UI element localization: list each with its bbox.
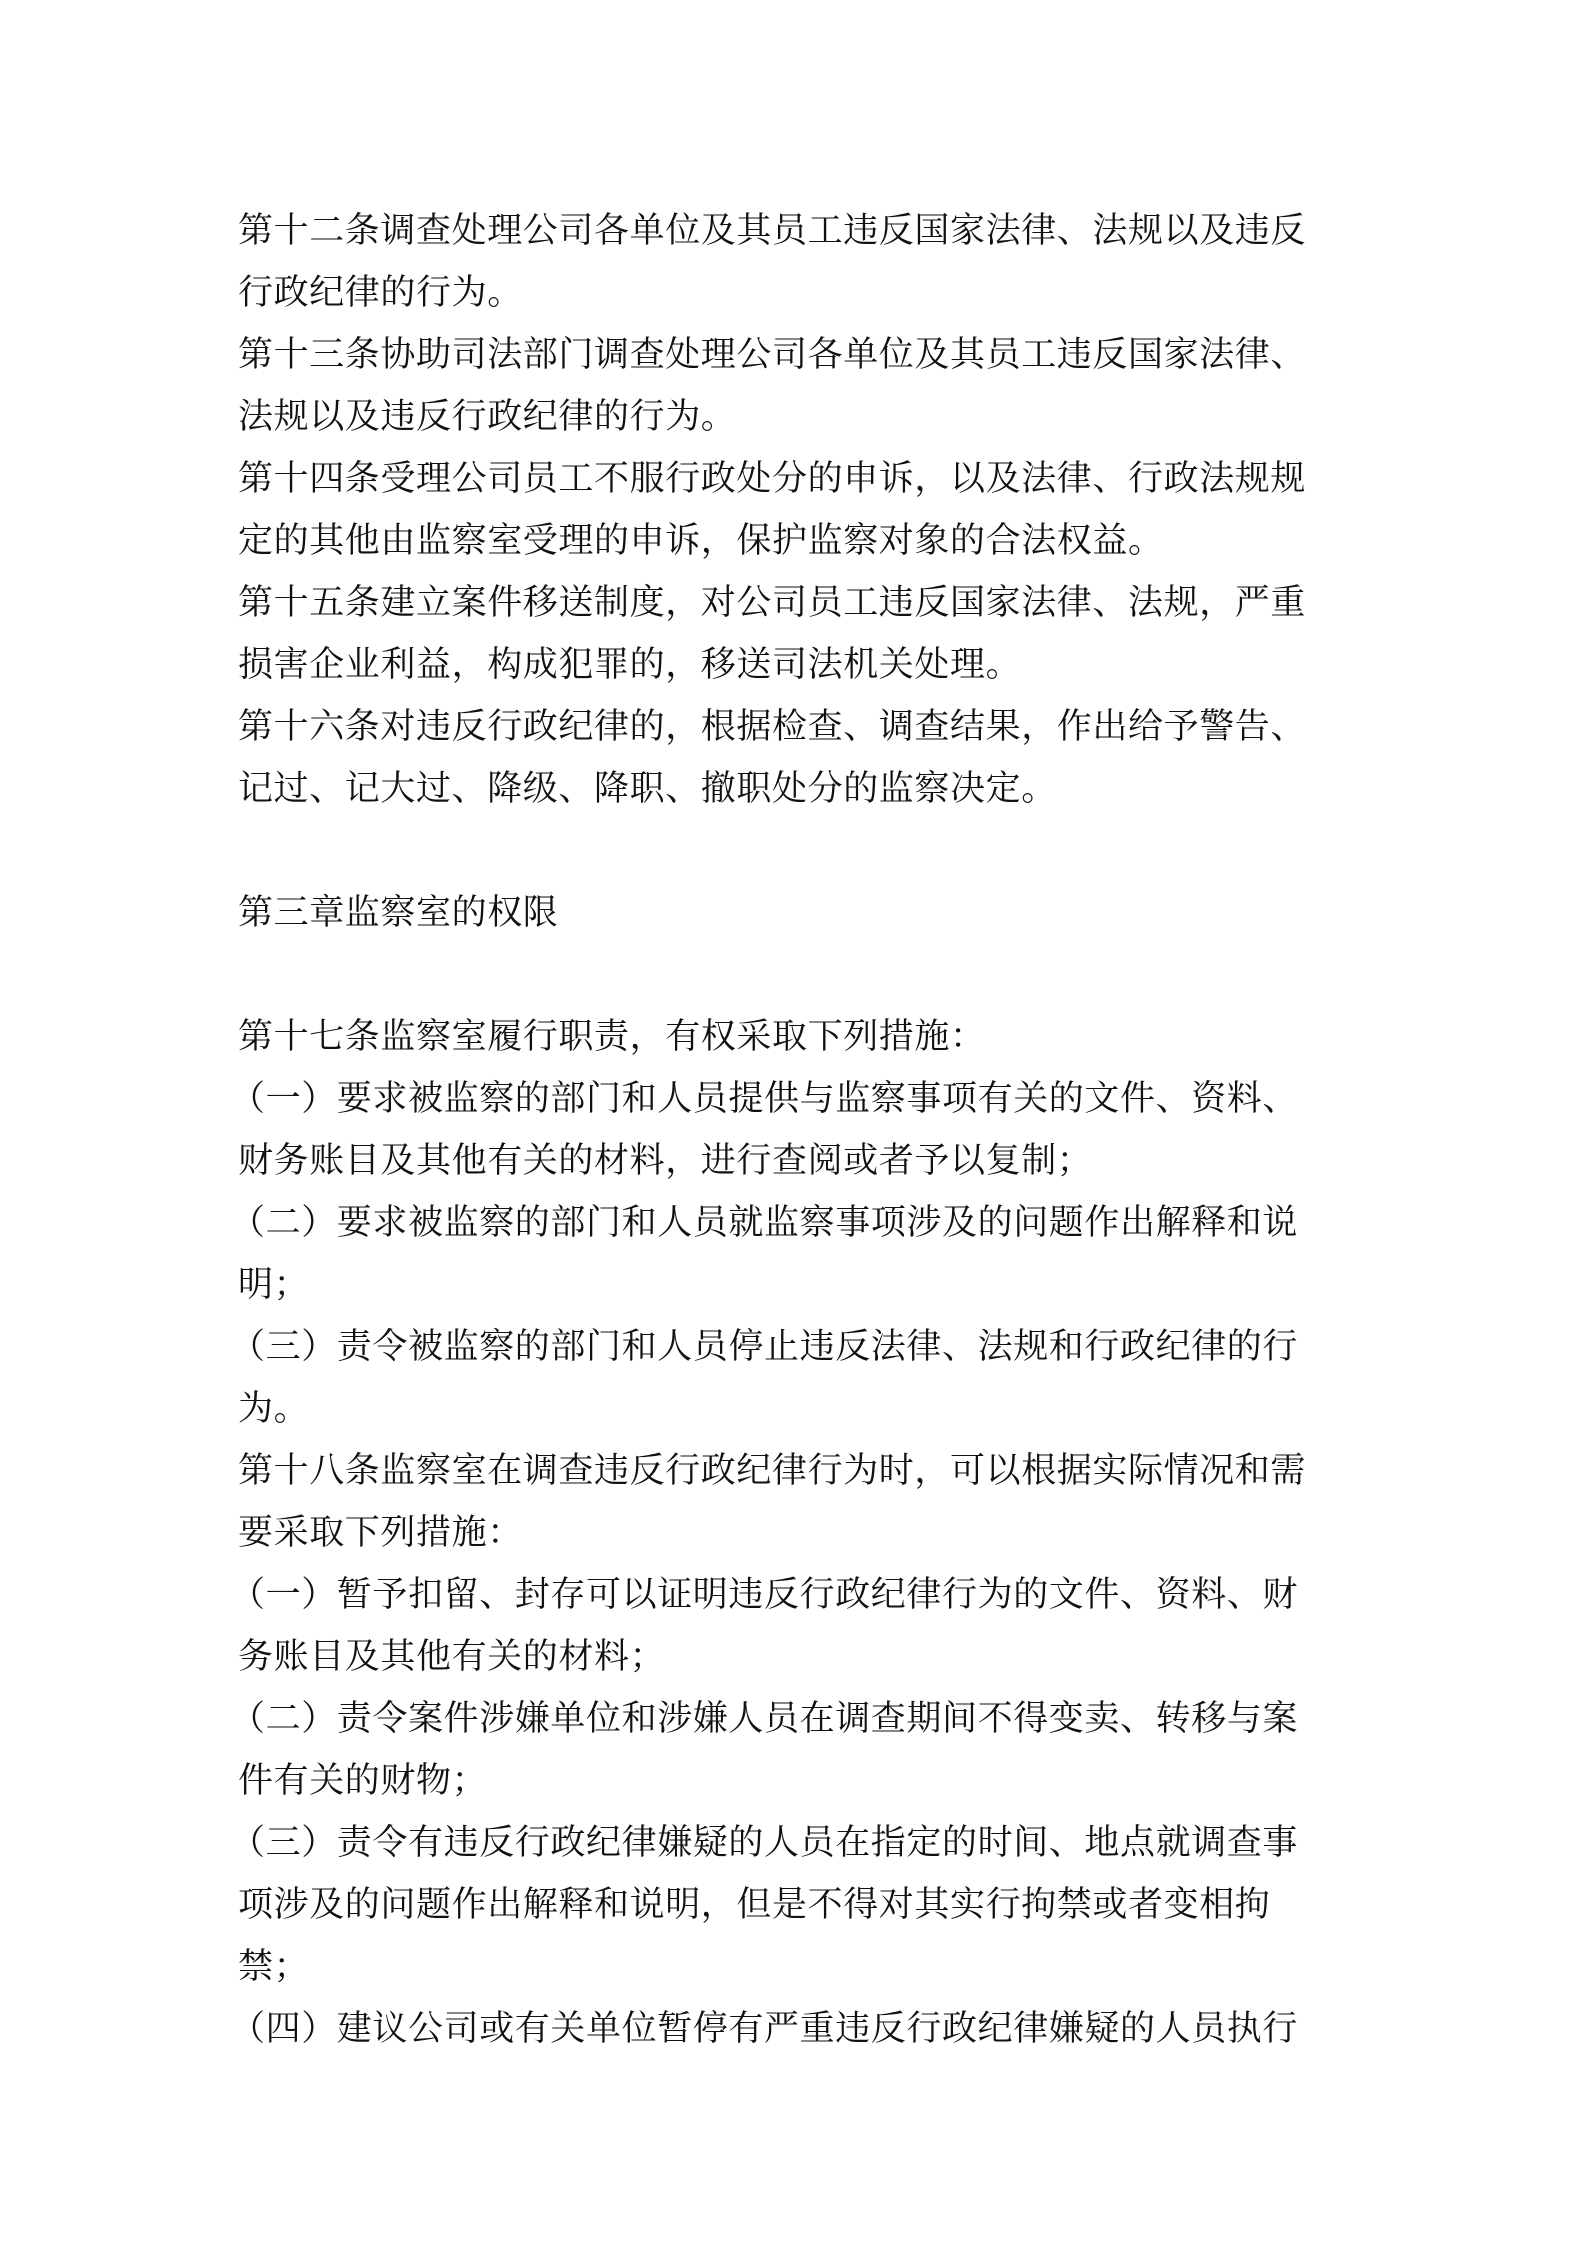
article-12-line-2: 行政纪律的行为。 bbox=[238, 273, 523, 313]
spacer bbox=[238, 944, 1358, 1006]
article-17-line-1: 第十七条监察室履行职责，有权采取下列措施： bbox=[238, 1017, 986, 1057]
article-18-item-3-line-2: 项涉及的问题作出解释和说明，但是不得对其实行拘禁或者变相拘 bbox=[238, 1885, 1271, 1925]
article-17-item-1-line-1: （一）要求被监察的部门和人员提供与监察事项有关的文件、资料、 bbox=[230, 1079, 1299, 1119]
document-body bbox=[230, 200, 1358, 2060]
article-14-line-2: 定的其他由监察室受理的申诉，保护监察对象的合法权益。 bbox=[238, 521, 1164, 561]
article-18-item-4-line-1: （四）建议公司或有关单位暂停有严重违反行政纪律嫌疑的人员执行 bbox=[230, 2009, 1299, 2049]
article-15-line-2: 损害企业利益，构成犯罪的，移送司法机关处理。 bbox=[238, 645, 1022, 685]
article-18-item-2-line-1: （二）责令案件涉嫌单位和涉嫌人员在调查期间不得变卖、转移与案 bbox=[230, 1699, 1299, 1739]
article-18-line-1: 第十八条监察室在调查违反行政纪律行为时，可以根据实际情况和需 bbox=[238, 1451, 1307, 1491]
article-18-item-1-line-1: （一）暂予扣留、封存可以证明违反行政纪律行为的文件、资料、财 bbox=[230, 1575, 1299, 1615]
article-16-line-1: 第十六条对违反行政纪律的，根据检查、调查结果，作出给予警告、 bbox=[238, 707, 1307, 747]
article-15-line-1: 第十五条建立案件移送制度，对公司员工违反国家法律、法规，严重 bbox=[238, 583, 1307, 623]
article-12-line-1: 第十二条调查处理公司各单位及其员工违反国家法律、法规以及违反 bbox=[238, 211, 1307, 251]
article-18-item-2-line-2: 件有关的财物； bbox=[238, 1761, 488, 1801]
article-18-item-3-line-3: 禁； bbox=[238, 1947, 310, 1987]
article-17-item-3-line-2: 为。 bbox=[238, 1389, 310, 1429]
chapter-3-heading: 第三章监察室的权限 bbox=[238, 893, 559, 933]
article-14-line-1: 第十四条受理公司员工不服行政处分的申诉，以及法律、行政法规规 bbox=[238, 459, 1307, 499]
article-17-item-2-line-2: 明； bbox=[238, 1265, 310, 1305]
article-18-item-3-line-1: （三）责令有违反行政纪律嫌疑的人员在指定的时间、地点就调查事 bbox=[230, 1823, 1299, 1863]
article-16-line-2: 记过、记大过、降级、降职、撤职处分的监察决定。 bbox=[238, 769, 1057, 809]
article-17-item-1-line-2: 财务账目及其他有关的材料，进行查阅或者予以复制； bbox=[238, 1141, 1093, 1181]
article-13-line-1: 第十三条协助司法部门调查处理公司各单位及其员工违反国家法律、 bbox=[238, 335, 1307, 375]
article-13-line-2: 法规以及违反行政纪律的行为。 bbox=[238, 397, 737, 437]
article-18-line-2: 要采取下列措施： bbox=[238, 1513, 523, 1553]
spacer bbox=[238, 820, 1358, 882]
article-17-item-3-line-1: （三）责令被监察的部门和人员停止违反法律、法规和行政纪律的行 bbox=[230, 1327, 1299, 1367]
article-18-item-1-line-2: 务账目及其他有关的材料； bbox=[238, 1637, 666, 1677]
article-17-item-2-line-1: （二）要求被监察的部门和人员就监察事项涉及的问题作出解释和说 bbox=[230, 1203, 1299, 1243]
